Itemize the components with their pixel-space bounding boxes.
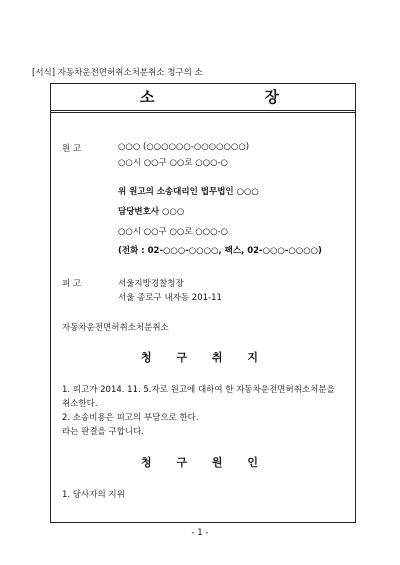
claim-section-title: 청 구 취 지 <box>141 351 265 364</box>
cause-item-1: 1. 당사자의 지위 <box>62 490 125 500</box>
representative-address: ○○시 ○○구 ○○로 ○○○-○ <box>118 227 228 237</box>
form-header-note: [서식] 자동차운전면허취소처분취소 청구의 소 <box>32 68 203 78</box>
page-number: - 1 - <box>191 528 209 538</box>
cause-section-title: 청 구 원 인 <box>141 456 265 469</box>
plaintiff-name-id: ○○○ (○○○○○○-○○○○○○○) <box>118 142 250 152</box>
case-name: 자동차운전면허취소처분취소 <box>62 323 169 333</box>
document-title <box>140 86 280 107</box>
plaintiff-label: 원 고 <box>62 144 82 154</box>
representative-contact: (전화 : 02-○○○-○○○○, 팩스, 02-○○○-○○○○) <box>118 246 322 256</box>
plaintiff-representative: 위 원고의 소송대리인 법무법인 ○○○ <box>118 187 259 197</box>
title-char-1: 소 <box>140 88 156 106</box>
title-char-2: 장 <box>264 88 280 106</box>
claim-closing: 라는 판결을 구합니다. <box>62 427 145 437</box>
claim-item-1: 1. 피고가 2014. 11. 5.자로 원고에 대하여 한 자동차운전면허취소처분을 <box>62 385 335 395</box>
plaintiff-address: ○○시 ○○구 ○○로 ○○○-○ <box>118 158 228 168</box>
claim-item-1-continued: 취소한다. <box>62 399 98 409</box>
defendant-label: 피 고 <box>62 279 82 289</box>
defendant-address: 서울 종로구 내자동 201-11 <box>118 293 222 303</box>
claim-item-2: 2. 소송비용은 피고의 부담으로 한다. <box>62 413 199 423</box>
title-divider <box>50 110 356 113</box>
attorney-in-charge: 담당변호사 ○○○ <box>118 207 185 217</box>
defendant-name: 서울지방경찰청장 <box>118 279 184 289</box>
